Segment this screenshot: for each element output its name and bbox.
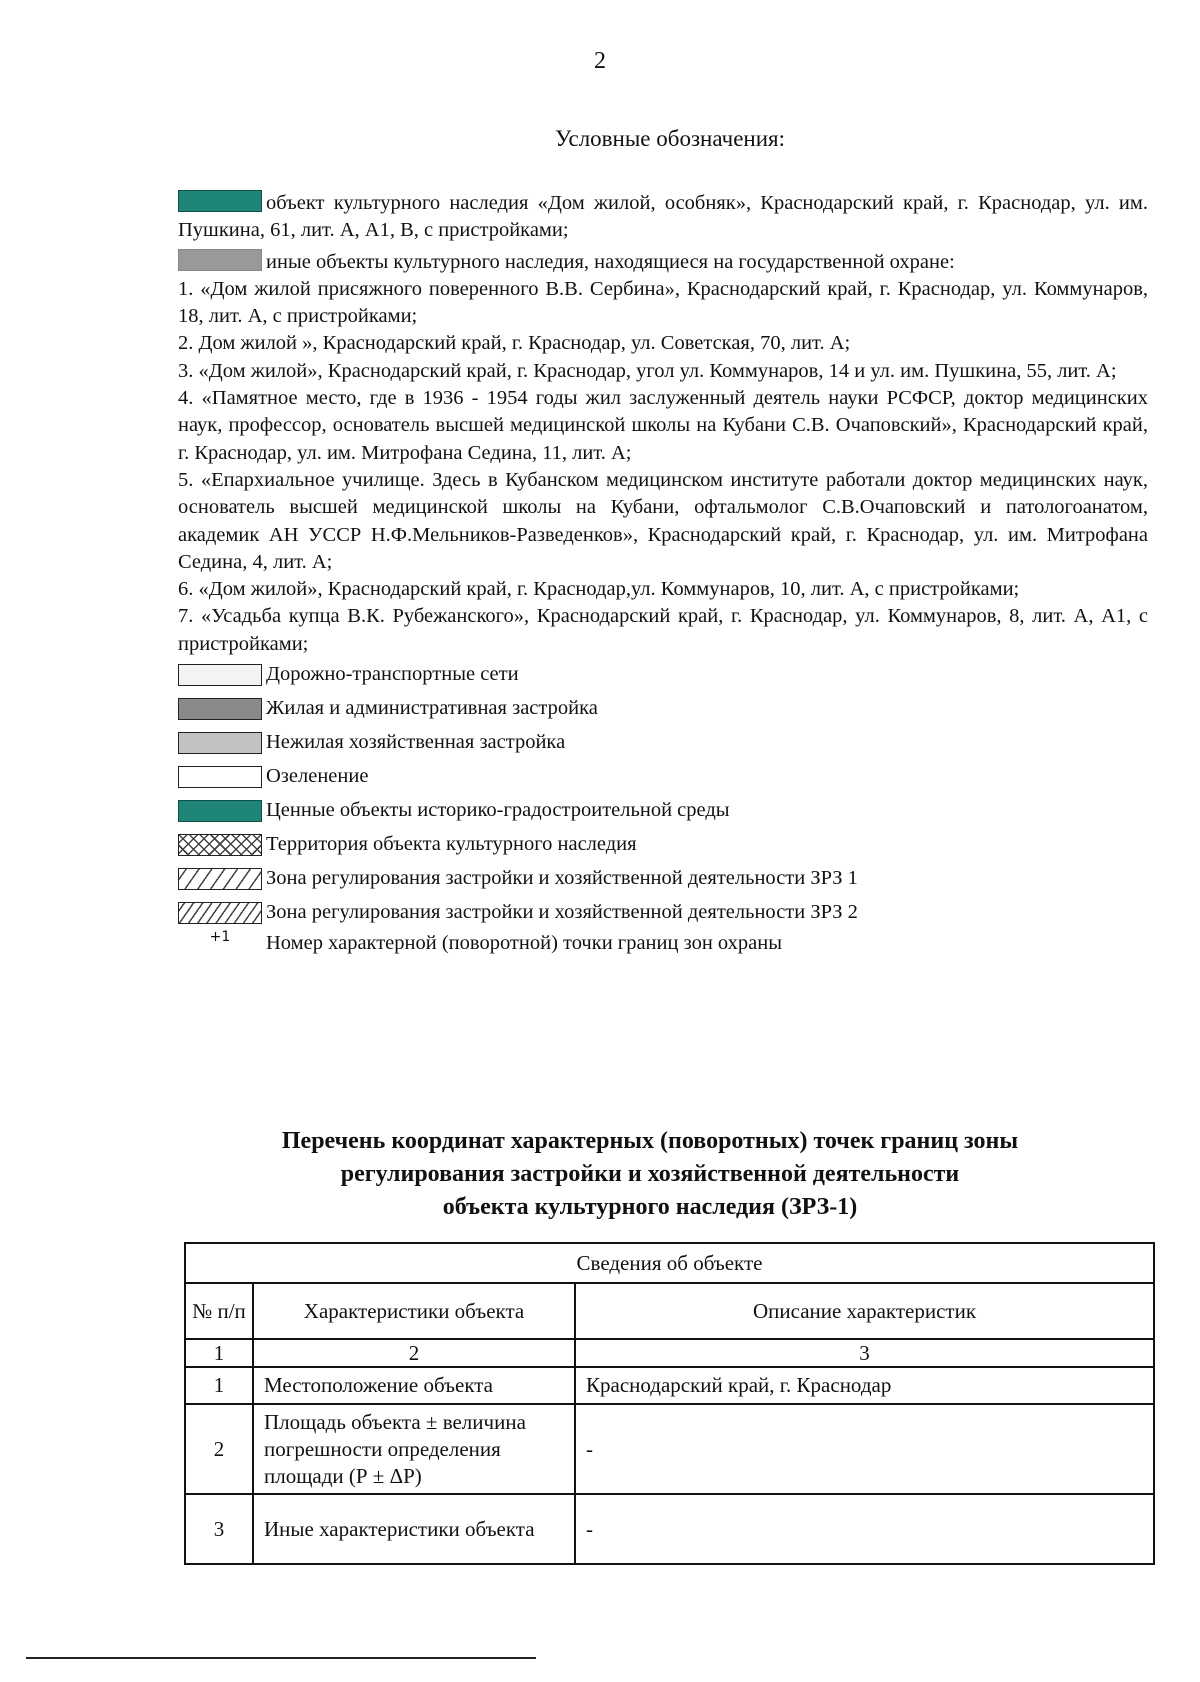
row-desc: -: [575, 1494, 1154, 1564]
greenery-swatch-icon: [178, 766, 262, 788]
crosshatch-swatch-icon: [178, 834, 262, 856]
footnote-divider: [26, 1657, 536, 1659]
legend: [178, 190, 1148, 958]
legend-territory: [178, 828, 1148, 862]
legend-item: 5. «Епархиальное училище. Здесь в Кубанском медицинском институте работали доктор медицинских наук, основатель высшей медицинской школы на Кубани, офтальмолог С.В.Очаповский и патологоанатом, академик АН УССР Н.Ф.Мельников-Разведенков», Краснодарский край, г. Краснодар, ул. им. Митрофана Седина, 4, лит. А;: [178, 468, 1148, 573]
col-header-char: Характеристики объекта: [253, 1283, 575, 1339]
legend-roads-label: Дорожно-транспортные сети: [266, 663, 519, 686]
residential-swatch-icon: [178, 698, 262, 720]
valuable-swatch-icon: [178, 800, 262, 822]
row-num: 3: [185, 1494, 253, 1564]
table-header-row: [185, 1283, 1154, 1339]
row-num: 2: [185, 1404, 253, 1494]
legend-roads: [178, 658, 1148, 692]
legend-residential: [178, 692, 1148, 726]
roads-swatch-icon: [178, 664, 262, 686]
point-marker-icon: +1: [209, 929, 231, 946]
table-caption: Сведения об объекте: [185, 1243, 1154, 1283]
legend-item: 2. Дом жилой », Краснодарский край, г. Краснодар, ул. Советская, 70, лит. А;: [178, 332, 851, 355]
index-cell: 3: [575, 1339, 1154, 1367]
object-info-table: [184, 1242, 1155, 1565]
teal-swatch-icon: [178, 190, 262, 212]
col-header-desc: Описание характеристик: [575, 1283, 1154, 1339]
legend-point-label: Номер характерной (поворотной) точки границ зон охраны: [266, 932, 782, 955]
table-row: [185, 1404, 1154, 1494]
heading-line: регулирования застройки и хозяйственной деятельности: [340, 1161, 960, 1187]
legend-main-object-text: объект культурного наследия «Дом жилой, особняк», Краснодарский край, г. Краснодар, ул. им. Пушкина, 61, лит. А, А1, В, с пристройками;: [178, 192, 1148, 242]
index-cell: 2: [253, 1339, 575, 1367]
legend-title: Условные обозначения:: [554, 126, 786, 151]
legend-zone1: [178, 862, 1148, 896]
legend-greenery-label: Озеленение: [266, 765, 369, 788]
legend-item: 4. «Памятное место, где в 1936 - 1954 годы жил заслуженный деятель науки РСФСР, доктор медицинских наук, профессор, основатель высшей медицинской школы на Кубани С.В. Очаповский», Краснодарский край, г. Краснодар, ул. им. Митрофана Седина, 11, лит. А;: [178, 387, 1148, 464]
legend-item: 1. «Дом жилой присяжного поверенного В.В. Сербина», Краснодарский край, г. Краснодар, ул. Коммунаров, 18, лит. А, с пристройками;: [178, 277, 1148, 328]
legend-nonresidential-label: Нежилая хозяйственная застройка: [266, 731, 566, 754]
section-heading: [0, 1125, 1200, 1224]
legend-greenery: [178, 760, 1148, 794]
table-row: [185, 1494, 1154, 1564]
table-index-row: [185, 1339, 1154, 1367]
legend-item: 7. «Усадьба купца В.К. Рубежанского», Краснодарский край, г. Краснодар, ул. Коммунаров, 8, лит. А, А1, с пристройками;: [178, 605, 1148, 655]
gray-swatch-icon: [178, 249, 262, 271]
row-char: Площадь объекта ± величина погрешности определения площади (Р ± ΔР): [253, 1404, 575, 1494]
legend-main-object: [178, 190, 1148, 245]
legend-item: 6. «Дом жилой», Краснодарский край, г. Краснодар,ул. Коммунаров, 10, лит. А, с пристройками;: [178, 578, 1020, 601]
legend-other-intro-text: иные объекты культурного наследия, находящиеся на государственной охране:: [266, 250, 955, 273]
hatch-swatch-icon: [178, 868, 262, 890]
index-cell: 1: [185, 1339, 253, 1367]
row-char: Иные характеристики объекта: [253, 1494, 575, 1564]
legend-point: [178, 930, 1148, 958]
page-number: 2: [594, 48, 606, 74]
heading-line: Перечень координат характерных (поворотных) точек границ зоны: [281, 1128, 1019, 1154]
legend-nonresidential: [178, 726, 1148, 760]
heading-line: объекта культурного наследия (ЗРЗ-1): [442, 1194, 858, 1220]
nonresidential-swatch-icon: [178, 732, 262, 754]
col-header-num: № п/п: [185, 1283, 253, 1339]
legend-zone1-label: Зона регулирования застройки и хозяйственной деятельности ЗРЗ 1: [266, 867, 858, 890]
row-desc: Краснодарский край, г. Краснодар: [575, 1367, 1154, 1404]
legend-other-intro: [178, 249, 1148, 276]
legend-territory-label: Территория объекта культурного наследия: [266, 833, 637, 856]
legend-valuable: [178, 794, 1148, 828]
row-char: Местоположение объекта: [253, 1367, 575, 1404]
row-desc: -: [575, 1404, 1154, 1494]
table-row: [185, 1367, 1154, 1404]
legend-zone2: [178, 896, 1148, 930]
legend-residential-label: Жилая и административная застройка: [266, 697, 598, 720]
table-caption-row: [185, 1243, 1154, 1283]
row-num: 1: [185, 1367, 253, 1404]
legend-valuable-label: Ценные объекты историко-градостроительной среды: [266, 799, 730, 822]
legend-item: 3. «Дом жилой», Краснодарский край, г. Краснодар, угол ул. Коммунаров, 14 и ул. им. Пушкина, 55, лит. А;: [178, 359, 1117, 382]
dense-hatch-swatch-icon: [178, 902, 262, 924]
legend-zone2-label: Зона регулирования застройки и хозяйственной деятельности ЗРЗ 2: [266, 901, 858, 924]
